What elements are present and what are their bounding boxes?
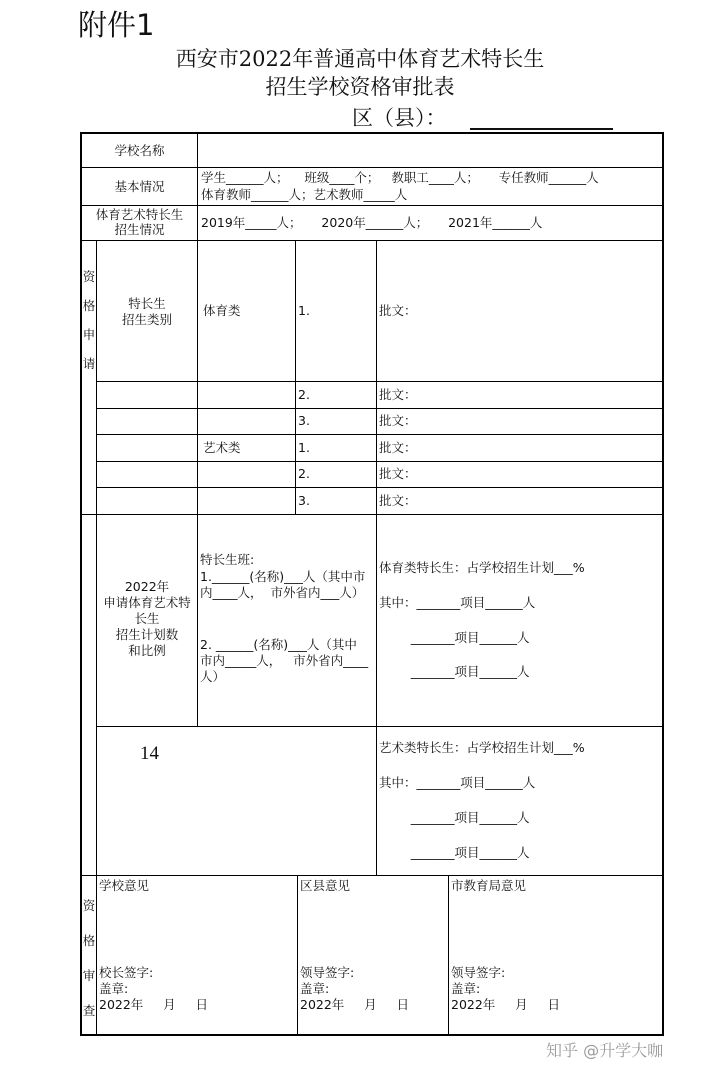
- school-opinion-label: 学校意见: [99, 878, 150, 893]
- sport-plan-line: 其中：_______项目______人: [379, 595, 536, 610]
- leader-signature-label: 领导签字:: [300, 965, 355, 980]
- art-plan-line: _______项目______人: [379, 810, 530, 825]
- item-number: 3.: [298, 413, 310, 428]
- item-number: 3.: [298, 493, 310, 508]
- enrollment-label-line1: 体育艺术特长生: [95, 207, 184, 222]
- art-plan-line: 艺术类特长生：占学校招生计划___%: [379, 740, 585, 755]
- form-title-line2: 招生学校资格审批表: [265, 75, 455, 99]
- row-divider: [96, 461, 664, 462]
- art-plan-line: _______项目______人: [379, 845, 530, 860]
- seal-label: 盖章:: [99, 981, 129, 996]
- item-number: 2.: [298, 466, 310, 481]
- item-number: 2.: [298, 387, 310, 402]
- date-label: 2022年 月 日: [99, 997, 209, 1012]
- enrollment-label-line2: 招生情况: [114, 222, 165, 237]
- row-divider: [96, 487, 664, 488]
- art-category-label: 艺术类: [203, 440, 241, 455]
- special-class-line: 2. ______(名称)___人（其中: [200, 637, 357, 652]
- category-label-line1: 特长生: [128, 296, 166, 311]
- review-side-label: 资格审查: [82, 898, 96, 1018]
- row-divider: [96, 434, 664, 435]
- basic-info-line2: 体育教师______人；艺术教师_____人: [201, 187, 408, 202]
- page-number: 14: [140, 743, 159, 764]
- special-class-line: 1.______(名称)___人（其中市: [200, 569, 366, 584]
- seal-label: 盖章:: [300, 981, 330, 996]
- special-class-line: 人）: [200, 669, 226, 684]
- comment-label: 批文：: [379, 466, 417, 481]
- school-name-label: 学校名称: [114, 143, 165, 158]
- watermark: 知乎 @升学大咖: [546, 1041, 664, 1060]
- plan-label-line: 招生计划数: [115, 627, 179, 642]
- attachment-label: 附件1: [78, 8, 155, 42]
- col-divider: [295, 240, 296, 515]
- row-divider: [80, 514, 664, 515]
- basic-info-line1: 学生______人； 班级____个； 教职工____人； 专任教师______人: [201, 170, 599, 185]
- comment-label: 批文：: [379, 413, 417, 428]
- row-divider: [80, 205, 664, 206]
- plan-label-line: 和比例: [128, 643, 166, 658]
- comment-label: 批文：: [379, 493, 417, 508]
- plan-label-line: 2022年: [124, 579, 170, 594]
- table-border-bottom: [80, 1034, 664, 1036]
- special-class-line: 市内_____人， 市外省内____: [200, 653, 369, 668]
- comment-label: 批文：: [379, 387, 417, 402]
- item-number: 1.: [298, 303, 310, 318]
- table-border-right: [662, 132, 664, 1036]
- seal-label: 盖章:: [451, 981, 481, 996]
- row-divider: [96, 381, 664, 382]
- sport-plan-line: _______项目______人: [379, 630, 530, 645]
- date-label: 2022年 月 日: [300, 997, 410, 1012]
- row-divider: [96, 408, 664, 409]
- school-name-field[interactable]: [198, 134, 662, 167]
- date-label: 2022年 月 日: [451, 997, 561, 1012]
- plan-label-line: 申请体育艺术特: [103, 595, 191, 610]
- row-divider: [96, 726, 664, 727]
- art-plan-line: 其中：_______项目______人: [379, 775, 536, 790]
- district-opinion-label: 区县意见: [300, 878, 351, 893]
- col-divider: [297, 875, 298, 1036]
- principal-signature-label: 校长签字:: [99, 965, 154, 980]
- col-divider: [448, 875, 449, 1036]
- item-number: 1.: [298, 440, 310, 455]
- enrollment-history: 2019年_____人； 2020年______人； 2021年______人: [201, 215, 543, 230]
- row-divider: [80, 240, 664, 241]
- special-class-line: 内____人， 市外省内___人）: [200, 585, 365, 600]
- row-divider: [80, 875, 664, 876]
- district-label: 区（县）：: [352, 106, 447, 130]
- sport-category-label: 体育类: [203, 303, 241, 318]
- comment-label: 批文：: [379, 303, 417, 318]
- sport-plan-line: _______项目______人: [379, 664, 530, 679]
- district-underline: [470, 128, 613, 130]
- plan-label-line: 长生: [134, 611, 160, 626]
- qualification-side-label: 资格申请: [82, 269, 96, 371]
- col-divider: [376, 240, 377, 876]
- category-label-line2: 招生类别: [121, 312, 172, 327]
- row-divider: [80, 167, 664, 168]
- sport-plan-line: 体育类特长生：占学校招生计划___%: [379, 560, 585, 575]
- basic-info-label: 基本情况: [114, 179, 165, 194]
- col-divider: [197, 240, 198, 727]
- form-title-line1: 西安市2022年普通高中体育艺术特长生: [175, 47, 545, 71]
- city-opinion-label: 市教育局意见: [451, 878, 527, 893]
- comment-label: 批文：: [379, 440, 417, 455]
- leader-signature-label: 领导签字:: [451, 965, 506, 980]
- special-class-line: 特长生班:: [200, 552, 255, 567]
